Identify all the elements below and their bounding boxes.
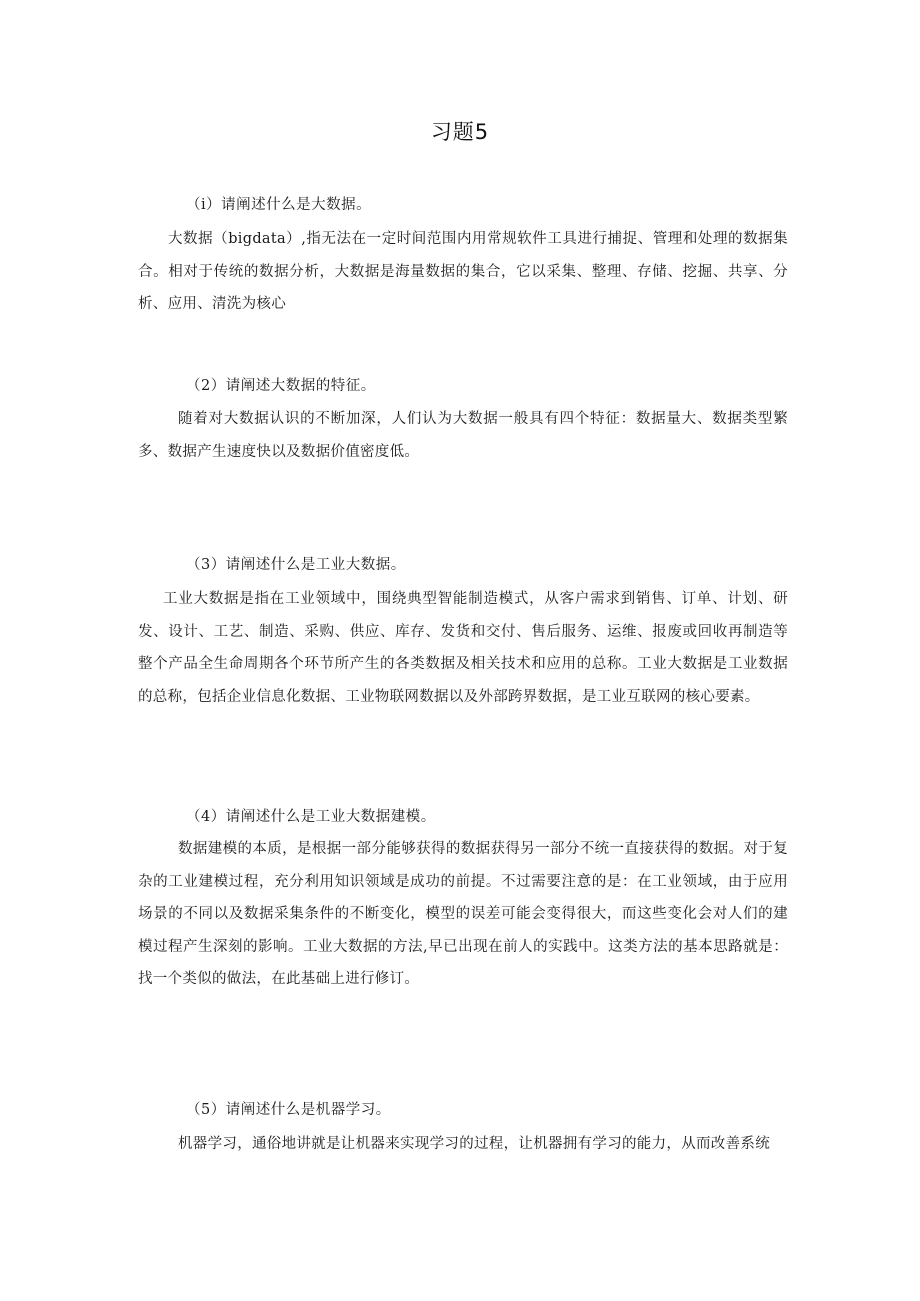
question-1: （i）请阐述什么是大数据。 <box>186 197 372 213</box>
question-2: （2）请阐述大数据的特征。 <box>186 378 376 394</box>
answer-3: 工业大数据是指在工业领域中，围绕典型智能制造模式，从客户需求到销售、订单、计划、研发、设计、工艺、制造、采购、供应、库存、发货和交付、售后服务、运维、报废或回收再制造等整个产品全生命周期各个环节所产生的各类数据及相关技术和应用的总称。工业大数据是工业数据的总称，包括企业信息化数据、工业物联网数据以及外部跨界数据，是工业互联网的核心要素。 <box>138 591 788 705</box>
answer-5: 机器学习，通俗地讲就是让机器来实现学习的过程，让机器拥有学习的能力，从而改善系统 <box>178 1136 770 1152</box>
question-4: （4）请阐述什么是工业大数据建模。 <box>186 809 436 825</box>
question-3: （3）请阐述什么是工业大数据。 <box>186 557 406 573</box>
answer-2: 随着对大数据认识的不断加深，人们认为大数据一般具有四个特征：数据量大、数据类型繁多、数据产生速度快以及数据价值密度低。 <box>138 411 788 460</box>
answer-4: 数据建模的本质，是根据一部分能够获得的数据获得另一部分不统一直接获得的数据。对于复杂的工业建模过程，充分利用知识领域是成功的前提。不过需要注意的是：在工业领域，由于应用场景的不同以及数据采集条件的不断变化，模型的误差可能会变得很大，而这些变化会对人们的建模过程产生深刻的影响。工业大数据的方法,早已出现在前人的实践中。这类方法的基本思路就是：找一个类似的做法，在此基础上进行修订。 <box>138 841 788 987</box>
question-5: （5）请阐述什么是机器学习。 <box>186 1102 391 1118</box>
page-title: 习题5 <box>430 120 490 144</box>
answer-1: 大数据（bigdata）,指无法在一定时间范围内用常规软件工具进行捕捉、管理和处理的数据集合。相对于传统的数据分析，大数据是海量数据的集合，它以采集、整理、存储、挖掘、共享、分析、应用、清洗为核心 <box>138 231 788 312</box>
